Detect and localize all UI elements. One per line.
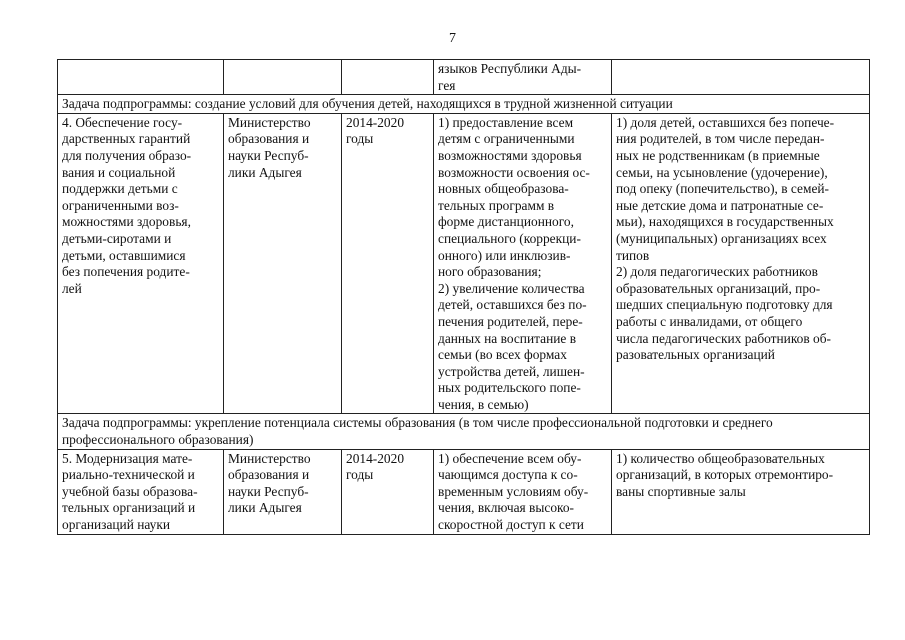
cell-task-empty [58,60,224,95]
cell-executor-5: Министерство образования и науки Респуб- лики Адыгея [224,449,342,534]
cell-executor-4: Министерство образования и науки Респуб- лики Адыгея [224,113,342,414]
cell-results-5: 1) обеспечение всем обу- чающимся доступа к со- временным условиям обу- чения, включая высоко- скоростной доступ к сети [434,449,612,534]
cell-indicators-4: 1) доля детей, оставшихся без попече- ния родителей, в том числе передан- ных не родственникам (в приемные семьи, на усыновление (удочерение), под опеку (попечительство), в семей- ные детские дома и патронатные се- мьи), находящихся в государственных (муниципальных) организациях всех типов 2) доля педагогических работников образовательных организаций, про- шедших специальную подготовку для работы с инвалидами, от общего числа педагогических работников об- разовательных организаций [612,113,870,414]
cell-period-5: 2014-2020 годы [342,449,434,534]
cell-task-5: 5. Модернизация мате- риально-технической и учебной базы образова- тельных организаций и организаций науки [58,449,224,534]
table-row-4 [58,113,870,414]
cell-indicator-empty [612,60,870,95]
table-row-5 [58,449,870,534]
cell-indicators-5: 1) количество общеобразовательных организаций, в которых отремонтиро- ваны спортивные залы [612,449,870,534]
cell-period-4: 2014-2020 годы [342,113,434,414]
cell-results-4: 1) предоставление всем детям с ограниченными возможностями здоровья возможности освоения ос- новных общеобразова- тельных программ в форме дистанционного, специального (коррекци- онного) или инклюзив- ного образования; 2) увеличение количества детей, оставшихся без по- печения родителей, пере- данных на воспитание в семьи (во всех формах устройства детей, лишен- ных родительского попе- чения, в семью) [434,113,612,414]
section-heading-education-potential: Задача подпрограммы: укрепление потенциала системы образования (в том числе профессиональной подготовки и среднего профессионального образования) [58,414,870,449]
section-heading-row [58,95,870,114]
cell-period-empty [342,60,434,95]
page-number: 7 [449,31,456,46]
section-heading-difficult-situation: Задача подпрограммы: создание условий для обучения детей, находящихся в трудной жизненной ситуации [58,95,870,114]
cell-result-continuation: языков Республики Ады- гея [434,60,612,95]
cell-task-4: 4. Обеспечение госу- дарственных гарантий для получения образо- вания и социальной поддержки детьми с ограниченными воз- можностями здоровья, детьми-сиротами и детьми, оставшимися без попечения родите- лей [58,113,224,414]
program-table [57,59,870,535]
cell-executor-empty [224,60,342,95]
section-heading-row [58,414,870,449]
table-row-continuation [58,60,870,95]
